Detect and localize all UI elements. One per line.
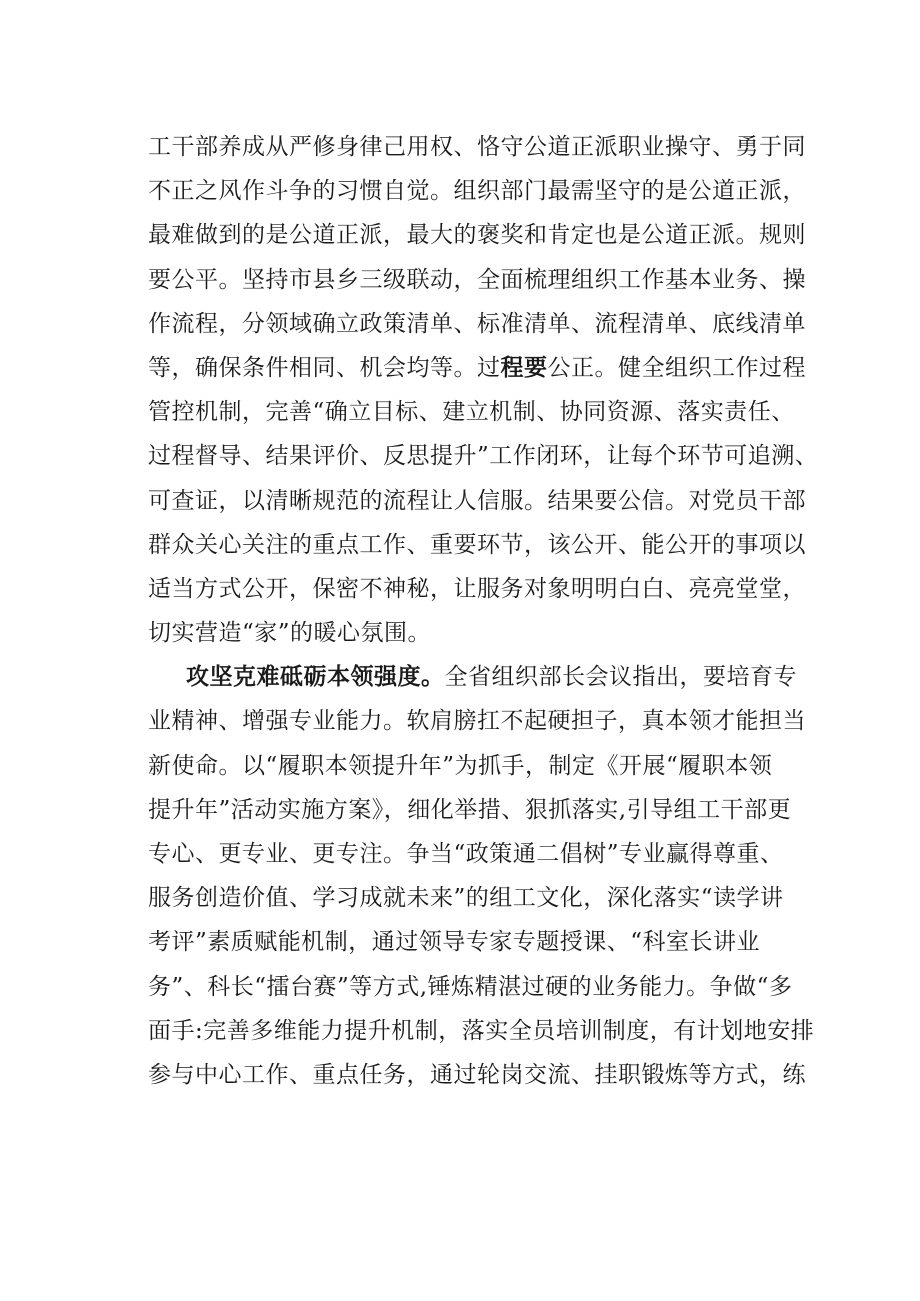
text-line: 考评”素质赋能机制，通过领导专家专题授课、“科室长讲业 [148, 929, 761, 956]
text-line: 作流程，分领域确立政策清单、标准清单、流程清单、底线清单 [148, 310, 806, 337]
text-line: 面手:完善多维能力提升机制，落实全员培训制度，有计划地安排 [148, 1017, 815, 1044]
text-segment: 公正。健全组织工作过程 [547, 354, 806, 381]
text-line [148, 346, 828, 390]
bold-text-segment: 程要 [500, 353, 548, 381]
text-segment: 全省组织部长会议指出，要培育专 [444, 664, 797, 691]
text-line: 管控机制，完善“确立目标、建立机制、协同资源、落实责任、 [148, 399, 795, 426]
text-line: 参与中心工作、重点任务，通过轮岗交流、挂职锻炼等方式，练 [148, 1061, 806, 1088]
text-line: 可查证，以清晰规范的流程让人信服。结果要公信。对党员干部 [148, 487, 806, 514]
text-line: 专心、更专业、更专注。争当“政策通二倡树”专业赢得尊重、 [148, 841, 784, 867]
text-line: 务”、科长“擂台赛”等方式,锤炼精湛过硬的业务能力。争做“多 [148, 973, 793, 1000]
text-line: 适当方式公开，保密不神秘，让服务对象明明白白、亮亮堂堂， [148, 575, 806, 602]
paragraph-heading-line [148, 655, 828, 699]
text-line: 过程督导、结果评价、反思提升”工作闭环，让每个环节可追溯、 [148, 443, 819, 470]
text-line: 服务创造价值、学习成就未来”的组工文化，深化落实“读学讲 [148, 885, 784, 912]
text-segment: 等，确保条件相同、机会均等。过 [148, 354, 501, 381]
paragraph-heading: 攻坚克难砥砺本领强度。 [186, 663, 445, 691]
text-line: 切实营造“家”的暖心氛围。 [148, 620, 432, 647]
text-line: 群众关心关注的重点工作、重要环节，该公开、能公开的事项以 [148, 531, 806, 558]
text-line: 最难做到的是公道正派，最大的褒奖和肯定也是公道正派。规则 [148, 222, 806, 249]
text-line: 业精神、增强专业能力。软肩膀扛不起硬担子，真本领才能担当 [148, 708, 806, 735]
text-line: 不正之风作斗争的习惯自觉。组织部门最需坚守的是公道正派， [148, 178, 806, 205]
text-line: 要公平。坚持市县乡三级联动，全面梳理组织工作基本业务、操 [148, 266, 806, 293]
document-body [148, 125, 828, 1097]
text-line: 提升年”活动实施方案》，细化举措、狠抓落实,引导组工干部更 [148, 796, 792, 823]
text-line: 新使命。以“履职本领提升年”为抓手，制定《开展“履职本领 [148, 752, 773, 779]
text-line: 工干部养成从严修身律己用权、恪守公道正派职业操守、勇于同 [148, 134, 806, 160]
